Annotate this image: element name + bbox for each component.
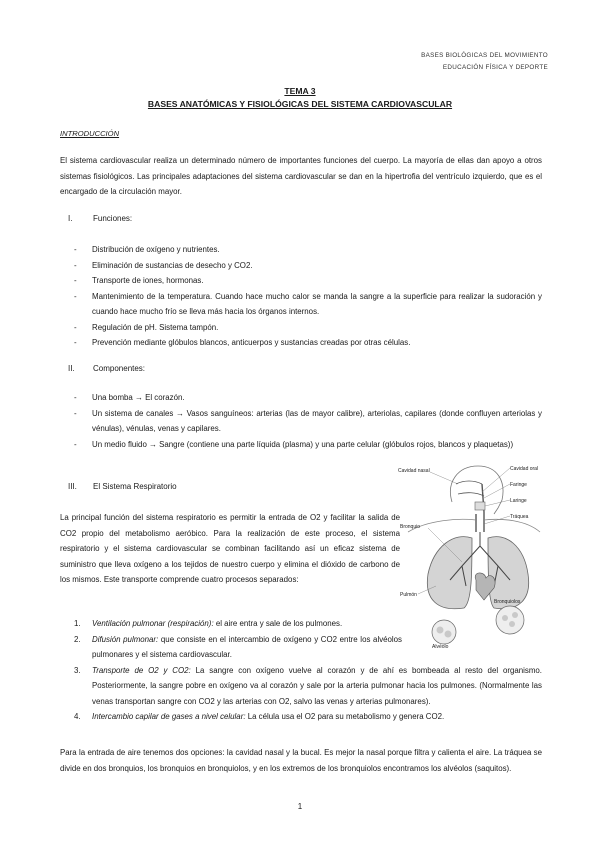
section-number: III. — [68, 482, 77, 491]
document-title: BASES ANATÓMICAS Y FISIOLÓGICAS DEL SISTEMA CARDIOVASCULAR — [147, 99, 453, 109]
components-list — [74, 390, 542, 452]
list-item: - Un medio fluido → Sangre (contiene una parte líquida (plasma) y una parte celular (glóbulos rojos, blancos y plaquetas)) — [74, 437, 542, 453]
topic-number: TEMA 3 — [284, 86, 316, 96]
list-item: - Eliminación de sustancias de desecho y CO2. — [74, 258, 542, 274]
section-label: Funciones: — [93, 214, 133, 223]
list-item: - Transporte de iones, hormonas. — [74, 273, 542, 289]
intro-paragraph: El sistema cardiovascular realiza un determinado número de importantes funciones del cuerpo. La mayoría de ellas dan apoyo a otros sistemas fisiológicos. Las principales adaptaciones del sistema cardiovascular se dan en la hipertrofia del ventrículo izquierdo, que es el encargado de la circulación mayor. — [60, 156, 542, 196]
label-alveolo: Alvéolo — [432, 644, 449, 648]
processes-list — [74, 616, 542, 725]
list-item: - Mantenimiento de la temperatura. Cuando hace mucho calor se manda la sangre a la superficie para realizar la sudoración y cuando hace mucho frío se lleva más hacia los órganos internos. — [74, 289, 542, 320]
process-term: Difusión pulmonar: — [92, 634, 159, 644]
list-item — [74, 632, 402, 663]
item-number: 1. — [74, 619, 81, 628]
item-number: 2. — [74, 634, 81, 644]
label-bronquio: Bronquio — [400, 524, 421, 530]
list-item — [74, 663, 542, 710]
list-item: - Distribución de oxígeno y nutrientes. — [74, 242, 542, 258]
process-term: Intercambio capilar de gases a nivel celular: — [92, 712, 246, 721]
list-item — [74, 616, 392, 632]
label-cavidad-nasal: Cavidad nasal — [398, 468, 430, 474]
list-item: - Un sistema de canales → Vasos sanguíneos: arterias (las de mayor calibre), arteriolas, capilares (donde confluyen arteriolas y vénulas), vénulas, venas y capilares. — [74, 406, 542, 437]
process-term: Transporte de O2 y CO2: — [92, 665, 191, 675]
item-number: 4. — [74, 712, 81, 721]
label-bronquiolos: Bronquiolos — [494, 599, 521, 605]
process-text: La célula usa el O2 para su metabolismo y genera CO2. — [245, 712, 445, 721]
section-label: Componentes: — [93, 364, 146, 373]
item-number: 3. — [74, 665, 81, 675]
functions-list — [74, 242, 542, 351]
document-header-course: EDUCACIÓN FÍSICA Y DEPORTE — [442, 64, 548, 71]
list-item: - Prevención mediante glóbulos blancos, anticuerpos y sustancias creadas por otras células. — [74, 335, 542, 351]
process-text: el aire entra y sale de los pulmones. — [213, 619, 343, 628]
label-faringe: Faringe — [510, 482, 527, 488]
intro-heading: INTRODUCCIÓN — [60, 129, 120, 138]
label-traquea: Tráquea — [510, 514, 529, 520]
section-number: I. — [68, 214, 73, 223]
label-pulmon: Pulmón — [400, 592, 417, 598]
section-label: El Sistema Respiratorio — [93, 482, 177, 491]
list-item: - Una bomba → El corazón. — [74, 390, 542, 406]
closing-paragraph: Para la entrada de aire tenemos dos opciones: la cavidad nasal y la bucal. Es mejor la nasal porque filtra y calienta el aire. La tráquea se divide en dos bronquios, los bronquios en bronquiolos, y en los extremos de los bronquiolos encontramos los alvéolos (saquitos). — [60, 748, 542, 773]
respiratory-paragraph: La principal función del sistema respiratorio es permitir la entrada de O2 y facilitar la salida de CO2 propio del metabolismo aeróbico. Para la realización de este proceso, el sistema respiratorio y el sistema cardiovascular se combinan facilitando así un eficaz sistema de suministro que lleva oxígeno a los tejidos de nuestro cuerpo y elimina el dióxido de carbono de los mismos. Este transporte comprende cuatro procesos separados: — [60, 513, 400, 584]
list-item — [74, 709, 542, 725]
label-cavidad-oral: Cavidad oral — [510, 466, 539, 472]
section-number: II. — [68, 364, 75, 373]
list-item: - Regulación de pH. Sistema tampón. — [74, 320, 542, 336]
page-number: 1 — [297, 802, 303, 811]
process-text: que consiste en el intercambio de oxígeno y CO2 entre los alvéolos pulmonares y el sistema cardiovascular. — [92, 634, 403, 659]
process-term: Ventilación pulmonar (respiración): — [92, 619, 214, 628]
label-laringe: Laringe — [510, 498, 527, 504]
document-header-subject: BASES BIOLÓGICAS DEL MOVIMIENTO — [421, 52, 548, 59]
process-text: La sangre con oxígeno vuelve al corazón y de ahí es bombeada al resto del organismo. Posteriormente, la sangre pobre en oxígeno va al corazón y sale por la arteria pulmonar hacia los pulmones. (Normalmente las venas transportan sangre con CO2 y las arterias con O2, salvo las venas y arterias pulmonares). — [92, 665, 542, 706]
